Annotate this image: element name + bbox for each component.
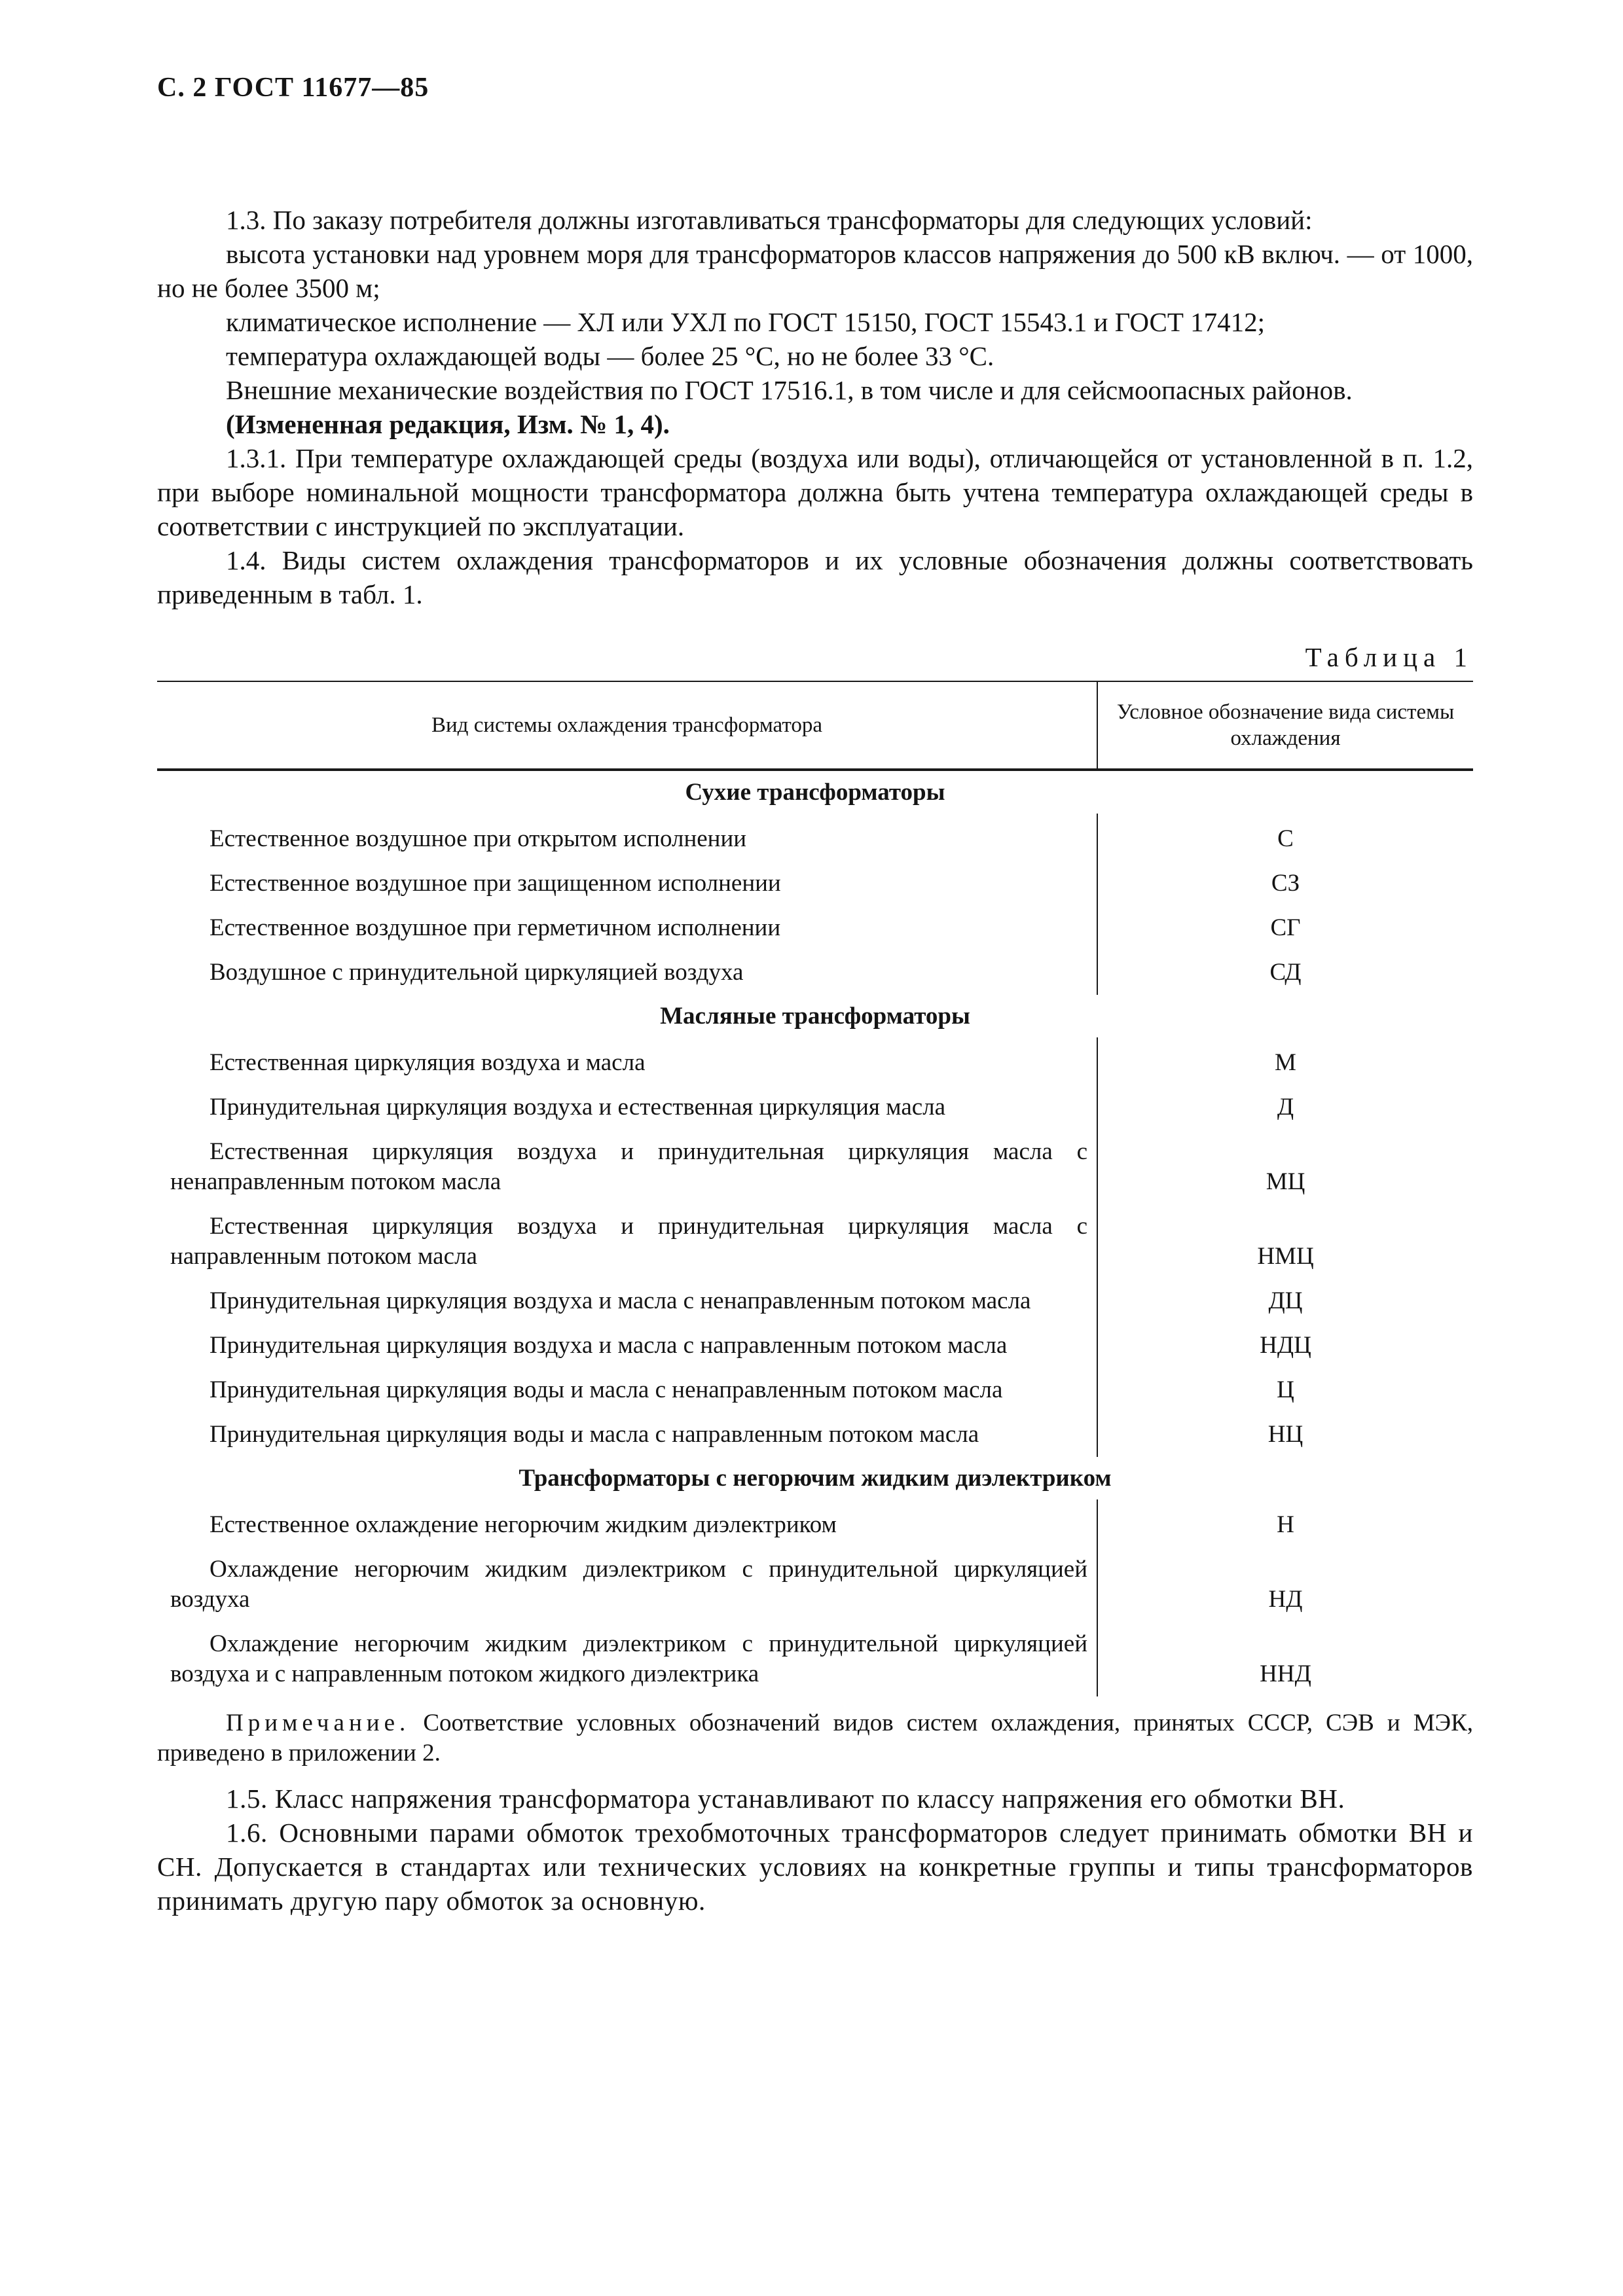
cooling-type-name: Естественная циркуляция воздуха и принудительная циркуляция масла с ненаправленным потоком масла (157, 1130, 1097, 1204)
page-header: С. 2 ГОСТ 11677—85 (157, 73, 429, 103)
cooling-type-code: НД (1268, 1586, 1303, 1613)
table-group-title: Сухие трансформаторы (685, 779, 945, 806)
clause-1-5: 1.5. Класс напряжения трансформатора устанавливают по классу напряжения его обмотки ВН. (226, 1784, 1345, 1814)
cooling-type-name: Естественная циркуляция воздуха и масла (157, 1037, 1097, 1085)
table-header-row (157, 681, 1473, 770)
cooling-type-name: Естественное охлаждение негорючим жидким диэлектриком (157, 1499, 1097, 1547)
cooling-type-code: Д (1277, 1094, 1294, 1121)
clause-1-3-climate: климатическое исполнение — ХЛ или УХЛ по ГОСТ 15150, ГОСТ 15543.1 и ГОСТ 17412; (226, 307, 1266, 337)
cooling-type-code: Н (1277, 1511, 1294, 1538)
cooling-type-code: МЦ (1266, 1168, 1305, 1195)
cooling-type-code: СД (1269, 959, 1302, 986)
table-row (157, 1499, 1473, 1547)
cooling-type-name: Охлаждение негорючим жидким диэлектриком с принудительной циркуляцией воздуха и с направленным потоком жидкого диэлектрика (157, 1622, 1097, 1696)
table-header-type: Вид системы охлаждения трансформатора (157, 681, 1097, 770)
clause-1-3-altitude: высота установки над уровнем моря для трансформаторов классов напряжения до 500 кВ включ. — от 1000, но не более 3500 м; (157, 239, 1473, 303)
cooling-type-name: Принудительная циркуляция воды и масла с направленным потоком масла (157, 1412, 1097, 1457)
table-caption: Таблица 1 (1305, 642, 1473, 672)
cooling-type-name: Принудительная циркуляция воздуха и естественная циркуляция масла (157, 1085, 1097, 1130)
table-note (157, 1708, 1473, 1768)
table-group-title: Масляные трансформаторы (660, 1003, 970, 1030)
cooling-type-name: Принудительная циркуляция воздуха и масла с направленным потоком масла (157, 1323, 1097, 1368)
cooling-type-name: Воздушное с принудительной циркуляцией воздуха (157, 950, 1097, 995)
cooling-type-name: Естественное воздушное при защищенном исполнении (157, 861, 1097, 906)
table-row (157, 1622, 1473, 1696)
cooling-type-code: С (1277, 825, 1294, 852)
clause-1-3: 1.3. По заказу потребителя должны изготавливаться трансформаторы для следующих условий: (226, 205, 1313, 235)
table-row (157, 861, 1473, 906)
table-group-title: Трансформаторы с негорючим жидким диэлектриком (519, 1465, 1112, 1492)
table-row (157, 950, 1473, 995)
clause-1-6: 1.6. Основными парами обмоток трехобмоточных трансформаторов следует принимать обмотки ВН и СН. Допускается в стандартах или технических условиях на конкретные группы и типы трансформаторов принимать другую пару обмоток за основную. (157, 1818, 1473, 1916)
clause-1-4: 1.4. Виды систем охлаждения трансформаторов и их условные обозначения должны соответствовать приведенным в табл. 1. (157, 545, 1473, 609)
table-row (157, 1412, 1473, 1457)
table-row (157, 1323, 1473, 1368)
table-body (157, 770, 1473, 1696)
cooling-type-name: Естественное воздушное при открытом исполнении (157, 814, 1097, 861)
cooling-type-code: ДЦ (1268, 1287, 1303, 1314)
table-row (157, 1279, 1473, 1323)
table-row (157, 1037, 1473, 1085)
table-row (157, 814, 1473, 861)
cooling-type-code: НДЦ (1260, 1332, 1311, 1359)
cooling-systems-table (157, 681, 1473, 1696)
table-row (157, 1547, 1473, 1622)
table-row (157, 1368, 1473, 1412)
table-row (157, 906, 1473, 950)
table-group-row (157, 995, 1473, 1037)
cooling-type-name: Охлаждение негорючим жидким диэлектриком с принудительной циркуляцией воздуха (157, 1547, 1097, 1622)
cooling-type-name: Естественная циркуляция воздуха и принудительная циркуляция масла с направленным потоком масла (157, 1204, 1097, 1279)
cooling-type-code: Ц (1277, 1376, 1294, 1403)
cooling-type-name: Естественное воздушное при герметичном исполнении (157, 906, 1097, 950)
table-group-row (157, 770, 1473, 814)
cooling-type-name: Принудительная циркуляция воздуха и масла с ненаправленным потоком масла (157, 1279, 1097, 1323)
cooling-type-code: СГ (1270, 914, 1301, 941)
note-label: Примечание. (226, 1710, 410, 1736)
clause-1-3-water-temp: температура охлаждающей воды — более 25 °С, но не более 33 °С. (226, 341, 994, 371)
document-body (157, 203, 1473, 1918)
table-row (157, 1130, 1473, 1204)
amendment-note: (Измененная редакция, Изм. № 1, 4). (226, 409, 670, 439)
table-row (157, 1204, 1473, 1279)
cooling-type-code: СЗ (1271, 870, 1300, 897)
cooling-type-code: НМЦ (1257, 1243, 1314, 1270)
table-header-code: Условное обозначение вида системы охлаждения (1097, 681, 1473, 770)
following-clauses (157, 1782, 1473, 1918)
cooling-type-code: ННД (1260, 1660, 1311, 1687)
note-text: Соответствие условных обозначений видов систем охлаждения, принятых СССР, СЭВ и МЭК, приведено в приложении 2. (157, 1710, 1474, 1767)
cooling-type-code: НЦ (1267, 1421, 1304, 1448)
cooling-type-name: Принудительная циркуляция воды и масла с ненаправленным потоком масла (157, 1368, 1097, 1412)
table-group-row (157, 1457, 1473, 1499)
cooling-type-code: М (1275, 1049, 1296, 1076)
clause-1-3-1: 1.3.1. При температуре охлаждающей среды (воздуха или воды), отличающейся от установленной в п. 1.2, при выборе номинальной мощности трансформатора должна быть учтена температура охлаждающей среды в соответствии с инструкцией по эксплуатации. (157, 443, 1473, 541)
table-row (157, 1085, 1473, 1130)
clause-1-3-mechanical: Внешние механические воздействия по ГОСТ 17516.1, в том числе и для сейсмоопасных районов. (226, 375, 1353, 405)
